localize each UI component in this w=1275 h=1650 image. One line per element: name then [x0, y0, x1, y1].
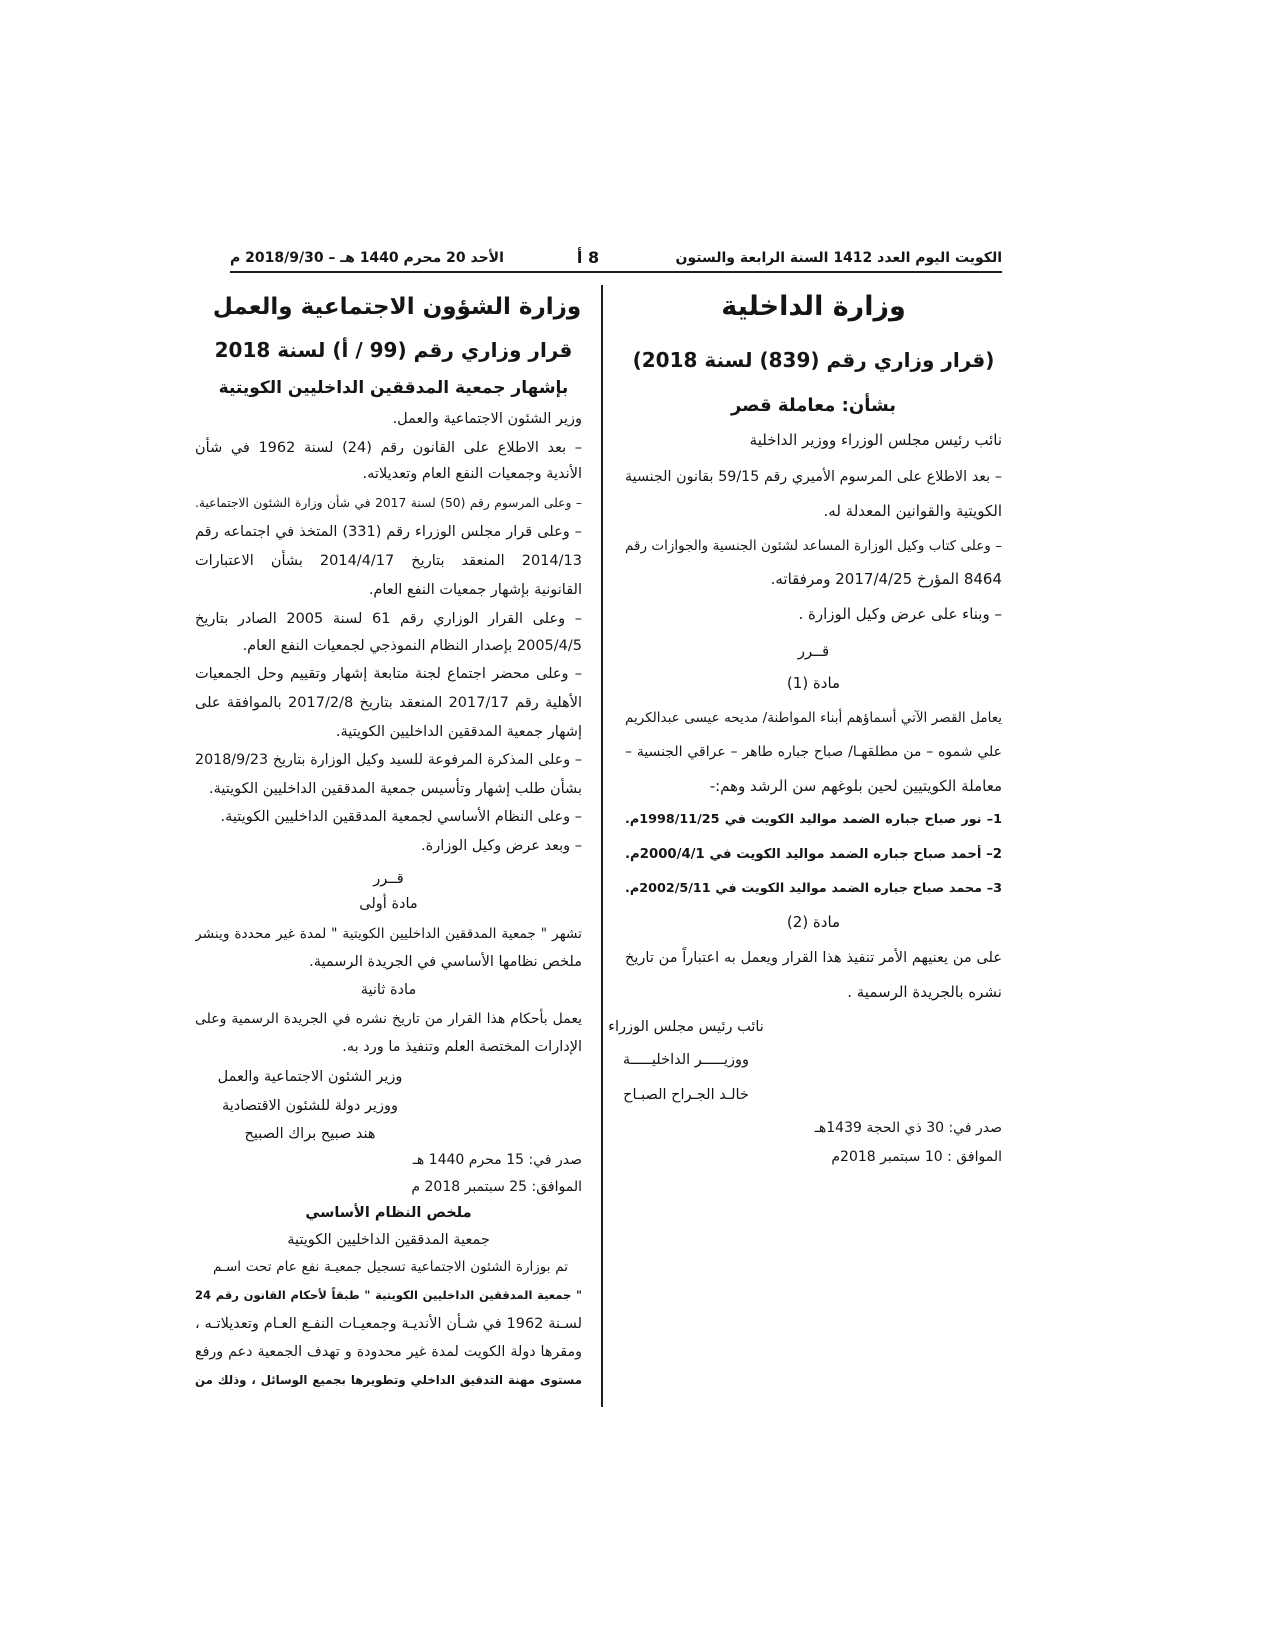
social-article2-line: يعمل بأحكام هذا القرار من تاريخ نشره في الجريدة الرسمية وعلى: [195, 1011, 582, 1027]
social-decision-title: قرار وزاري رقم (99 / أ) لسنة 2018: [214, 338, 573, 362]
social-article1-line: ملخص نظامها الأساسي في الجريدة الرسمية.: [309, 954, 582, 970]
social-preamble-line: القانونية بإشهار جمعيات النفع العام.: [368, 582, 582, 598]
social-summary-line: مستوى مهنة التدقيق الداخلي وتطويرها بجميع الوسائل ، وذلك من: [195, 1373, 582, 1387]
column-divider: [601, 285, 603, 1407]
social-summary-line: ومقرها دولة الكويت لمدة غير محدودة و تهدف الجمعية دعم ورفع: [195, 1344, 582, 1360]
social-preamble-line: – وعلى القرار الوزاري رقم 61 لسنة 2005 الصادر بتاريخ: [195, 611, 582, 627]
social-preamble-line: بشأن طلب إشهار وتأسيس جمعية المدققين الداخليين الكويتية.: [209, 781, 582, 797]
interior-preamble-line: نائب رئيس مجلس الوزراء ووزير الداخلية: [749, 431, 1002, 449]
interior-article2-line: نشره بالجريدة الرسمية .: [847, 983, 1002, 1001]
social-article1-line: تشهر " جمعية المدققين الداخليين الكويتية " لمدة غير محددة وينشر: [195, 926, 582, 942]
interior-preamble-line: الكويتية والقوانين المعدلة له.: [823, 502, 1002, 520]
social-preamble-line: – وعلى محضر اجتماع لجنة متابعة إشهار وتقييم وحل الجمعيات: [195, 666, 582, 682]
interior-preamble-line: – وبناء على عرض وكيل الوزارة .: [798, 605, 1002, 623]
social-preamble-line: 2005/4/5 بإصدار النظام النموذجي لجمعيات النفع العام.: [242, 638, 582, 654]
header-rule: [230, 271, 1002, 273]
social-article1-heading: مادة أولى: [359, 896, 418, 912]
social-preamble-line: الأهلية رقم 2017/17 المنعقد بتاريخ 2017/2/8 بالموافقة على: [195, 695, 582, 711]
social-preamble-line: الأندية وجمعيات النفع العام وتعديلاته.: [362, 466, 582, 482]
interior-preamble-line: 8464 المؤرخ 2017/4/25 ومرفقاته.: [770, 570, 1002, 588]
social-preamble-line: – وعلى المرسوم رقم (50) لسنة 2017 في شأن وزارة الشئون الاجتماعية.: [195, 496, 582, 510]
interior-signature-line: خالـد الجـراح الصبـاح: [623, 1087, 749, 1103]
interior-minor-entry: 2– أحمد صباح جباره الضمد مواليد الكويت في 2000/4/1م.: [625, 847, 1002, 862]
social-preamble-line: – وعلى النظام الأساسي لجمعية المدققين الداخليين الكويتية.: [220, 809, 582, 825]
social-preamble-line: 2014/13 المنعقد بتاريخ 2014/4/17 بشأن الاعتبارات: [195, 553, 582, 569]
social-issued-date: صدر في: 15 محرم 1440 هـ: [412, 1152, 582, 1168]
interior-signature-line: ووزيـــــر الداخليـــــة: [622, 1052, 750, 1068]
social-summary-line: " جمعية المدققين الداخليين الكويتية " طبقاً لأحكام القانون رقم 24: [195, 1288, 582, 1302]
interior-article2-line: على من يعنيهم الأمر تنفيذ هذا القرار ويعمل به اعتباراً من تاريخ: [625, 950, 1002, 966]
interior-gregorian-date: الموافق : 10 سبتمبر 2018م: [831, 1149, 1002, 1165]
header-issue-info: الكويت اليوم العدد 1412 السنة الرابعة والستون: [675, 250, 1002, 266]
social-article2-line: الإدارات المختصة العلم وتنفيذ ما ورد به.: [342, 1039, 582, 1055]
interior-article1-heading: مادة (1): [786, 674, 841, 692]
social-preamble-line: – وبعد عرض وكيل الوزارة.: [421, 838, 582, 854]
interior-issued-date: صدر في: 30 ذي الحجة 1439هـ: [814, 1120, 1002, 1136]
social-preamble-line: إشهار جمعية المدققين الداخليين الكويتية.: [335, 724, 582, 740]
interior-minor-entry: 3– محمد صباح جباره الضمد مواليد الكويت في 2002/5/11م.: [625, 881, 1002, 896]
social-summary-title: ملخص النظام الأساسي: [305, 1205, 472, 1221]
social-preamble-line: – بعد الاطلاع على القانون رقم (24) لسنة 1962 في شأن: [195, 440, 582, 456]
interior-signature-line: نائب رئيس مجلس الوزراء: [608, 1019, 764, 1035]
interior-article1-line: يعامل القصر الآتي أسماؤهم أبناء المواطنة/ مديحه عيسى عبدالكريم: [625, 710, 1002, 726]
social-summary-line: تم بوزارة الشئون الاجتماعية تسجيل جمعيـة نفع عام تحت اسـم: [213, 1259, 568, 1275]
interior-minor-entry: 1– نور صباح جباره الضمد مواليد الكويت في 1998/11/25م.: [625, 812, 1002, 827]
interior-decided-heading: قــرر: [797, 642, 830, 660]
social-signature-line: وزير الشئون الاجتماعية والعمل: [217, 1069, 403, 1085]
interior-article2-heading: مادة (2): [786, 913, 841, 931]
interior-ministry-title: وزارة الداخلية: [721, 291, 906, 322]
social-gregorian-date: الموافق: 25 سبتمبر 2018 م: [411, 1179, 582, 1195]
interior-preamble-line: – وعلى كتاب وكيل الوزارة المساعد لشئون الجنسية والجوازات رقم: [625, 538, 1002, 554]
interior-subject: بشأن: معاملة قصر: [730, 395, 897, 416]
social-signature-line: هند صبيح براك الصبيح: [244, 1126, 376, 1142]
social-preamble-line: – وعلى المذكرة المرفوعة للسيد وكيل الوزارة بتاريخ 2018/9/23: [195, 752, 582, 768]
social-ministry-title: وزارة الشؤون الاجتماعية والعمل: [212, 294, 582, 320]
social-preamble-line: وزير الشئون الاجتماعية والعمل.: [392, 411, 582, 427]
social-signature-line: ووزير دولة للشئون الاقتصادية: [221, 1098, 399, 1114]
social-summary-subtitle: جمعية المدققين الداخليين الكويتية: [287, 1232, 490, 1248]
interior-preamble-line: – بعد الاطلاع على المرسوم الأميري رقم 59/15 بقانون الجنسية: [625, 469, 1002, 485]
interior-article1-line: معاملة الكويتيين لحين بلوغهم سن الرشد وهم:-: [709, 777, 1002, 795]
interior-decision-title: (قرار وزاري رقم (839) لسنة 2018): [632, 348, 995, 372]
social-article2-heading: مادة ثانية: [360, 982, 417, 998]
social-preamble-line: – وعلى قرار مجلس الوزراء رقم (331) المتخذ في اجتماعه رقم: [195, 524, 582, 540]
social-subject: بإشهار جمعية المدققين الداخليين الكويتية: [218, 378, 569, 398]
header-page-number: 8 أ: [576, 248, 600, 267]
social-decided-heading: قــرر: [373, 871, 404, 887]
interior-article1-line: علي شموه – من مطلقهـا/ صباح جباره طاهر – عراقي الجنسية –: [625, 744, 1002, 760]
social-summary-line: لسـنة 1962 في شـأن الأنديـة وجمعيـات النفـع العـام وتعديلاتـه ،: [195, 1316, 582, 1332]
header-date: الأحد 20 محرم 1440 هـ – 2018/9/30 م: [230, 250, 504, 266]
